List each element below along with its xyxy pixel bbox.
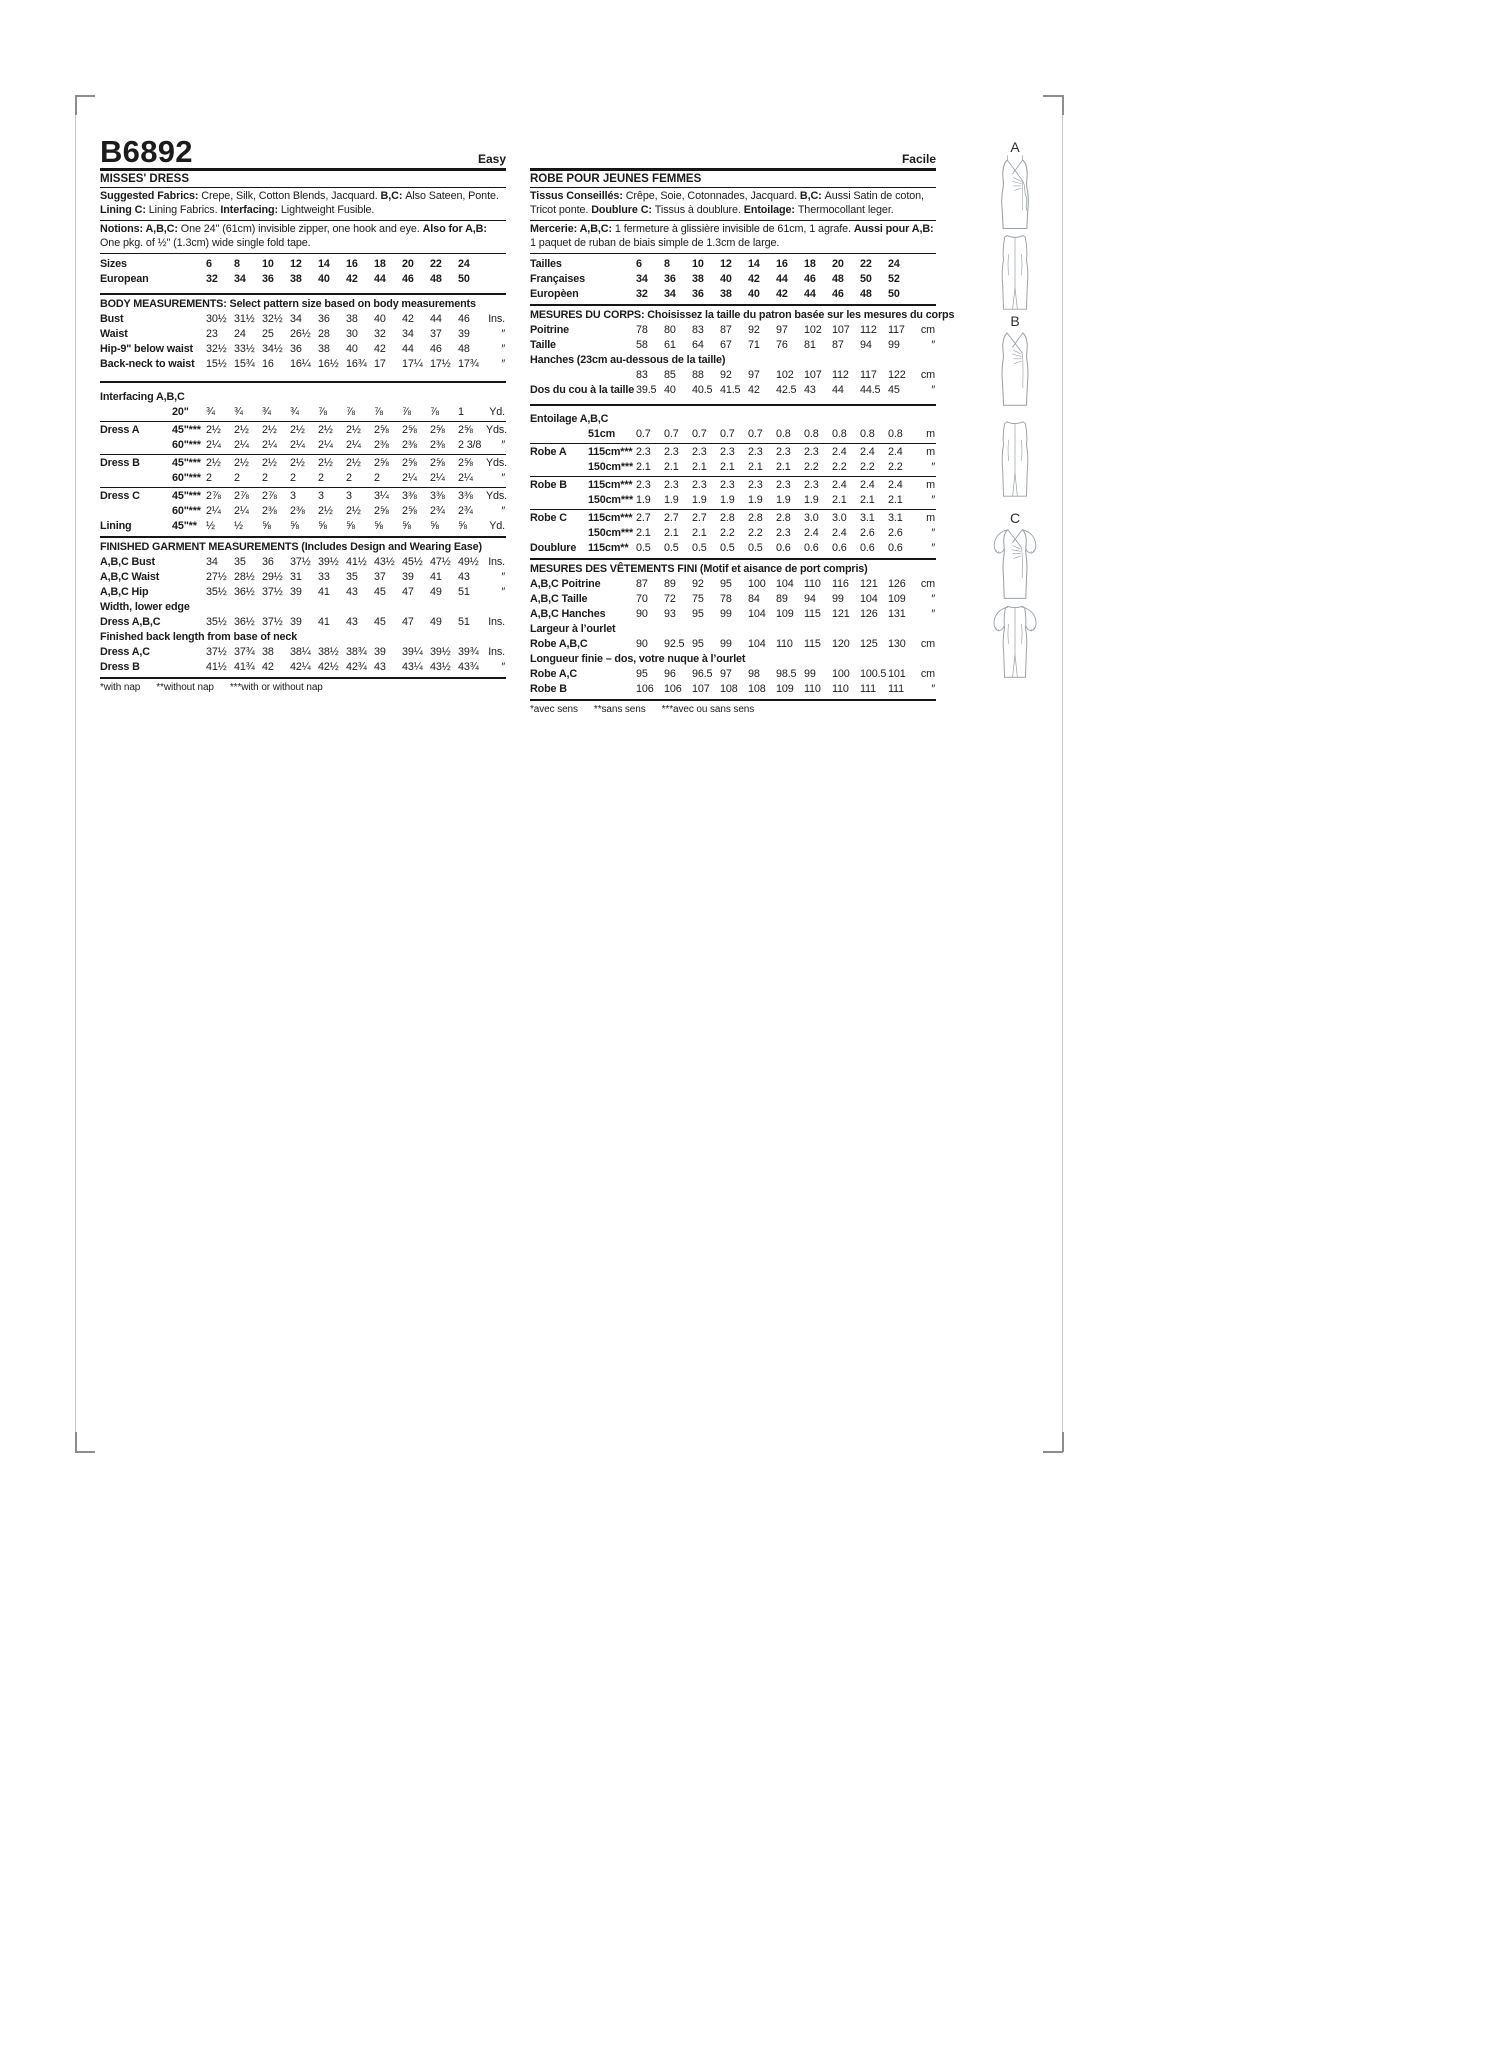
view-c-label: C <box>1009 510 1021 526</box>
table-section-header: Interfacing A,B,C <box>100 391 185 404</box>
dress-a-back-diagram <box>996 232 1034 312</box>
table-row: Robe A,C 95 96 96.5 97 98 98.5 99 100 100.5 101 cm <box>530 668 935 681</box>
table-spacer <box>100 287 506 291</box>
measurements-table-fr <box>530 257 955 701</box>
table-row: 150cm*** 2.1 2.1 2.1 2.1 2.1 2.1 2.2 2.2 2.2 2.2 ″ <box>588 461 935 474</box>
table-row: Robe B 115cm*** 2.3 2.3 2.3 2.3 2.3 2.3 2.3 2.4 2.4 2.4 m <box>530 479 935 492</box>
table-section-header: FINISHED GARMENT MEASUREMENTS (Includes Design and Wearing Ease) <box>100 541 482 554</box>
table-section-header: Hanches (23cm au-dessous de la taille) <box>530 354 726 367</box>
table-rule <box>100 487 506 488</box>
table-section-header: Finished back length from base of neck <box>100 631 298 644</box>
table-row: Dress A,C 37½ 37¾ 38 38¼ 38½ 38¾ 39 39¼ 39½ 39¾ Ins. <box>100 646 505 659</box>
table-row: A,B,C Hanches 90 93 95 99 104 109 115 121 126 131 ″ <box>530 608 935 621</box>
table-row: 60"*** 2¼ 2¼ 2¼ 2¼ 2¼ 2¼ 2⅜ 2⅜ 2⅜ 2 3/8 ″ <box>172 439 505 452</box>
table-section-header: Width, lower edge <box>100 601 190 614</box>
table-section-header: BODY MEASUREMENTS: Select pattern size based on body measurements <box>100 298 476 311</box>
table-rule <box>530 476 936 477</box>
footnote-item: ***avec ou sans sens <box>661 704 755 716</box>
crop-mark <box>75 1451 95 1453</box>
table-row: Robe B 106 106 107 108 108 109 110 110 111 111 ″ <box>530 683 935 696</box>
table-row: A,B,C Waist 27½ 28½ 29½ 31 33 35 37 39 41 43 ″ <box>100 571 505 584</box>
table-row: Doublure 115cm** 0.5 0.5 0.5 0.5 0.5 0.6 0.6 0.6 0.6 0.6 ″ <box>530 542 935 555</box>
table-row: 150cm*** 1.9 1.9 1.9 1.9 1.9 1.9 1.9 2.1 2.1 2.1 ″ <box>588 494 935 507</box>
crop-mark <box>1062 95 1064 115</box>
fabrics-paragraph-en: Suggested Fabrics: Crepe, Silk, Cotton Blends, Jacquard. B,C: Also Sateen, Ponte. Lining C: Lining Fabrics. Interfacing: Lightweight Fusible. <box>100 188 506 221</box>
table-row: A,B,C Taille 70 72 75 78 84 89 94 99 104 109 ″ <box>530 593 935 606</box>
view-a-label: A <box>1010 139 1020 155</box>
footnote-fr <box>530 704 936 715</box>
table-row: Waist 23 24 25 26½ 28 30 32 34 37 39 ″ <box>100 328 505 341</box>
dress-b-front-diagram <box>993 328 1037 407</box>
table-row: Dress A,B,C 35½ 36½ 37½ 39 41 43 45 47 49 51 Ins. <box>100 616 505 629</box>
table-row: Dress B 45"*** 2½ 2½ 2½ 2½ 2½ 2½ 2⅝ 2⅝ 2⅝ 2⅝ Yds. <box>100 457 508 470</box>
footnote-item: **sans sens <box>593 704 646 716</box>
table-rule <box>530 558 936 560</box>
crop-mark <box>1043 95 1063 97</box>
dress-a-front-diagram <box>991 154 1039 230</box>
dress-c-front-diagram <box>986 525 1044 600</box>
table-section-header: MESURES DU CORPS: Choisissez la taille du patron basée sur les mesures du corps <box>530 309 955 322</box>
table-rule <box>530 509 936 510</box>
table-row: A,B,C Hip 35½ 36½ 37½ 39 41 43 45 47 49 51 ″ <box>100 586 505 599</box>
garment-title-en: MISSES' DRESS <box>100 171 506 188</box>
table-row: A,B,C Bust 34 35 36 37½ 39½ 41½ 43½ 45½ 47½ 49½ Ins. <box>100 556 505 569</box>
table-row: 83 85 88 92 97 102 107 112 117 122 cm <box>636 369 935 382</box>
table-rule <box>530 404 936 406</box>
dress-b-back-diagram <box>996 415 1034 503</box>
table-row: A,B,C Poitrine 87 89 92 95 100 104 110 116 121 126 cm <box>530 578 935 591</box>
crop-mark <box>75 1432 77 1452</box>
footnote-item: **without nap <box>156 682 214 694</box>
table-row: Back-neck to waist 15½ 15¾ 16 16¼ 16½ 16¾ 17 17¼ 17½ 17¾ ″ <box>100 358 505 371</box>
crop-mark <box>75 95 95 97</box>
measurements-table-en <box>100 257 506 679</box>
fabrics-paragraph-fr: Tissus Conseillés: Crêpe, Soie, Cotonnades, Jacquard. B,C: Aussi Satin de coton, Tricot ponte. Doublure C: Tissus à doublure. Entoilage: Thermocollant leger. <box>530 188 936 221</box>
table-row: Dos du cou à la taille 39.5 40 40.5 41.5 42 42.5 43 44 44.5 45 ″ <box>530 384 935 397</box>
table-row: Tailles 6 8 10 12 14 16 18 20 22 24 <box>530 258 900 271</box>
table-row: Lining 45"** ½ ½ ⅝ ⅝ ⅝ ⅝ ⅝ ⅝ ⅝ ⅝ Yd. <box>100 520 505 533</box>
table-row: Dress A 45"*** 2½ 2½ 2½ 2½ 2½ 2½ 2⅝ 2⅝ 2⅝ 2⅝ Yds. <box>100 424 508 437</box>
table-row: 60"*** 2 2 2 2 2 2 2 2¼ 2¼ 2¼ ″ <box>172 472 505 485</box>
footnote-en <box>100 682 506 693</box>
table-row: Robe C 115cm*** 2.7 2.7 2.7 2.8 2.8 2.8 3.0 3.0 3.1 3.1 m <box>530 512 935 525</box>
garment-title-fr: ROBE POUR JEUNES FEMMES <box>530 171 936 188</box>
table-row: 51cm 0.7 0.7 0.7 0.7 0.7 0.8 0.8 0.8 0.8 0.8 m <box>588 428 935 441</box>
table-rule <box>100 536 506 538</box>
table-row: Hip-9" below waist 32½ 33½ 34½ 36 38 40 42 44 46 48 ″ <box>100 343 505 356</box>
table-row: 60"*** 2¼ 2¼ 2⅜ 2⅜ 2½ 2½ 2⅝ 2⅝ 2¾ 2¾ ″ <box>172 505 505 518</box>
table-row: Sizes 6 8 10 12 14 16 18 20 22 24 <box>100 258 470 271</box>
table-section-header: MESURES DES VÊTEMENTS FINI (Motif et aisance de port compris) <box>530 563 868 576</box>
table-spacer <box>100 372 506 379</box>
french-column <box>530 133 955 716</box>
table-rule <box>100 677 506 679</box>
table-rule <box>100 454 506 455</box>
french-header <box>530 133 936 171</box>
table-section-header: Largeur à l’ourlet <box>530 623 616 636</box>
table-spacer <box>530 398 936 402</box>
table-section-header: Longueur finie – dos, votre nuque à l’ourlet <box>530 653 746 666</box>
table-rule <box>100 421 506 422</box>
table-rule <box>100 381 506 383</box>
table-rule <box>100 293 506 295</box>
frame-right-edge <box>1062 95 1063 1452</box>
dress-c-back-diagram <box>986 602 1044 680</box>
notions-paragraph-fr: Mercerie: A,B,C: 1 fermeture à glissière invisible de 61cm, 1 agrafe. Aussi pour A,B: 1 paquet de ruban de biais simple de 1.3cm de large. <box>530 221 936 254</box>
frame-left-edge <box>75 95 76 1452</box>
footnote-item: *with nap <box>100 682 141 694</box>
table-row: 20" ¾ ¾ ¾ ¾ ⅞ ⅞ ⅞ ⅞ ⅞ 1 Yd. <box>172 406 505 419</box>
english-header <box>100 133 506 171</box>
footnote-item: ***with or without nap <box>229 682 323 694</box>
table-row: Dress C 45"*** 2⅞ 2⅞ 2⅞ 3 3 3 3¼ 3⅜ 3⅜ 3⅜ Yds. <box>100 490 508 503</box>
table-row: Françaises 34 36 38 40 42 44 46 48 50 52 <box>530 273 900 286</box>
table-row: Dress B 41½ 41¾ 42 42¼ 42½ 42¾ 43 43¼ 43½ 43¾ ″ <box>100 661 505 674</box>
difficulty-label-en: Easy <box>477 152 506 166</box>
crop-mark <box>1062 1432 1064 1452</box>
table-section-header: Entoilage A,B,C <box>530 413 609 426</box>
table-row: Bust 30½ 31½ 32½ 34 36 38 40 42 44 46 Ins. <box>100 313 505 326</box>
table-rule <box>530 699 936 701</box>
table-row: 150cm*** 2.1 2.1 2.1 2.2 2.2 2.3 2.4 2.4 2.6 2.6 ″ <box>588 527 935 540</box>
table-row: Taille 58 61 64 67 71 76 81 87 94 99 ″ <box>530 339 935 352</box>
footnote-item: *avec sens <box>530 704 578 716</box>
table-row: Poitrine 78 80 83 87 92 97 102 107 112 117 cm <box>530 324 935 337</box>
table-row: Robe A 115cm*** 2.3 2.3 2.3 2.3 2.3 2.3 2.3 2.4 2.4 2.4 m <box>530 446 935 459</box>
table-row: Europèen 32 34 36 38 40 42 44 46 48 50 <box>530 288 900 301</box>
notions-paragraph-en: Notions: A,B,C: One 24" (61cm) invisible zipper, one hook and eye. Also for A,B: One pkg. of ½" (1.3cm) wide single fold tape. <box>100 221 506 254</box>
table-rule <box>530 443 936 444</box>
difficulty-label-fr: Facile <box>901 152 936 166</box>
table-row: Robe A,B,C 90 92.5 95 99 104 110 115 120 125 130 cm <box>530 638 935 651</box>
pattern-number: B6892 <box>100 134 193 169</box>
table-row: European 32 34 36 38 40 42 44 46 48 50 <box>100 273 470 286</box>
table-rule <box>530 304 936 306</box>
crop-mark <box>1043 1451 1063 1453</box>
view-b-label: B <box>1010 313 1020 329</box>
crop-mark <box>75 95 77 115</box>
english-column <box>100 133 506 693</box>
